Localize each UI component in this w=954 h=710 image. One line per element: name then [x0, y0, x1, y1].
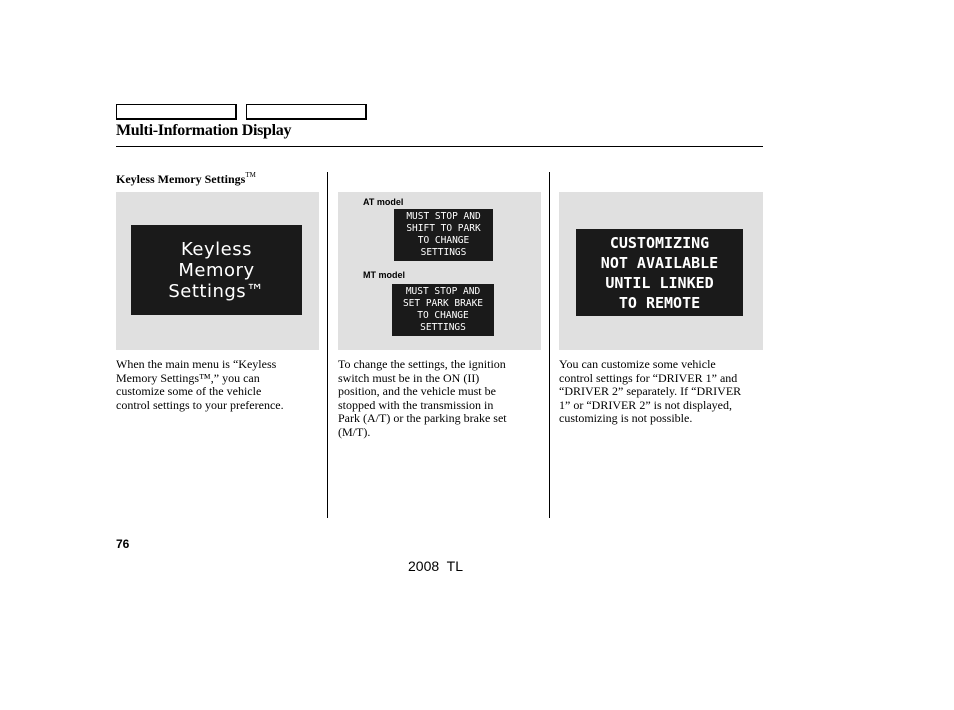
lcd-line: TO CHANGE [417, 310, 469, 321]
text-line: switch must be in the ON (II) [338, 370, 480, 385]
page-number: 76 [116, 537, 130, 551]
text-line: stopped with the transmission in [338, 397, 494, 412]
column-divider-1 [327, 172, 328, 518]
trademark-mark: TM [245, 171, 256, 179]
display-panel-customizing [559, 192, 763, 350]
title-divider [116, 146, 763, 147]
model-footer: 2008 TL [408, 558, 464, 574]
text-line: position, and the vehicle must be [338, 384, 496, 398]
text-line: (M/T). [338, 424, 371, 439]
body-text-col3 [559, 358, 765, 426]
lcd-line: UNTIL LINKED [605, 273, 714, 292]
lcd-line: Settings™ [168, 280, 265, 302]
text-line: customizing is not possible. [559, 411, 693, 425]
text-line: When the main menu is “Keyless [116, 357, 277, 371]
display-panel-models [338, 192, 541, 350]
display-panel-keyless [116, 192, 319, 350]
mt-model-label: MT model [363, 270, 405, 280]
text-line: control settings for “DRIVER 1” and [559, 370, 738, 385]
lcd-line: Memory [178, 259, 255, 281]
lcd-line: NOT AVAILABLE [600, 253, 719, 272]
lcd-line: TO CHANGE [417, 235, 470, 246]
page-title: Multi-Information Display [116, 122, 292, 139]
lcd-line: MUST STOP AND [405, 286, 481, 297]
lcd-customizing-not-available [576, 229, 743, 316]
column-divider-2 [549, 172, 550, 518]
nav-tab-box-1[interactable] [116, 104, 237, 120]
at-model-label: AT model [363, 197, 404, 207]
lcd-line: TO REMOTE [618, 293, 701, 312]
text-line: customize some of the vehicle [116, 384, 262, 398]
lcd-line: SETTINGS [420, 322, 466, 333]
text-line: control settings to your preference. [116, 397, 284, 412]
lcd-line: SETTINGS [420, 247, 467, 258]
lcd-line: SET PARK BRAKE [402, 298, 484, 309]
text-line: To change the settings, the ignition [338, 357, 506, 371]
section-heading: Keyless Memory Settings™ [116, 171, 256, 186]
text-line: 1” or “DRIVER 2” is not displayed, [559, 397, 732, 412]
text-line: Park (A/T) or the parking brake set [338, 411, 507, 425]
body-text-col2 [338, 358, 543, 439]
lcd-keyless-memory-settings [131, 225, 302, 315]
lcd-line: SHIFT TO PARK [406, 223, 481, 234]
text-line: You can customize some vehicle [559, 357, 716, 371]
text-line: “DRIVER 2” separately. If “DRIVER [559, 384, 742, 398]
body-text-col1 [116, 358, 321, 412]
lcd-line: Keyless [181, 238, 252, 260]
lcd-line: CUSTOMIZING [609, 233, 710, 252]
text-line: Memory Settings™,” you can [116, 370, 260, 385]
lcd-line: MUST STOP AND [406, 211, 481, 222]
lcd-at-model [394, 209, 493, 261]
nav-tab-box-2[interactable] [246, 104, 367, 120]
lcd-mt-model [392, 284, 494, 336]
